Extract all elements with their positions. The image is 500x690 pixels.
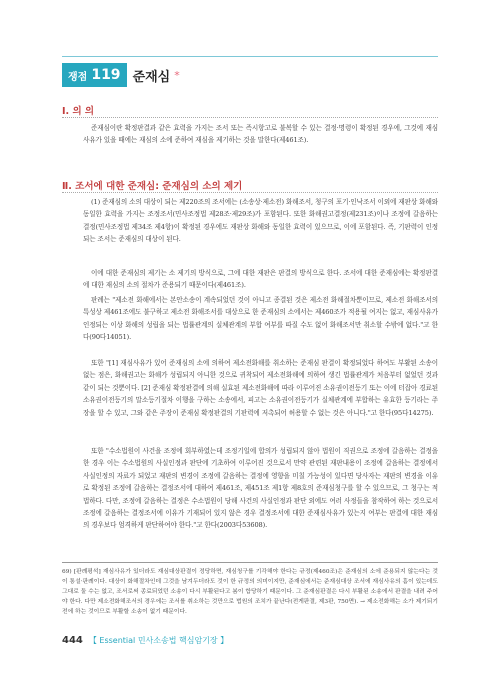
header-rule [62,56,438,57]
issue-header [62,63,442,87]
section-2-paragraph-5: 또한 "수소법원이 사건을 조정에 회부하였는데 조정기일에 합의가 성립되지 않아 법원이 직권으로 조정에 갈음하는 결정을 한 경우 이는 수소법원의 사실인정과 판단에 기초하여 이루어진 것으로서 만약 관련된 재판내용이 조정에 갈음하는 결정에서 사실인정의 자료가 되었고 재판의 변경이 조정에 갈음하는 결정에 영향을 미칠 가능성이 있다면 당사자는 재판의 변경을 이유로 확정된 조정에 갈음하는 결정조서에 대하여 제461조, 제451조 제1항 제8호의 준재심청구를 할 수 있으므로, 그 청구는 적법하다. 다만, 조정에 갈음하는 결정은 수소법원이 당해 사건의 사실인정과 판단 외에도 여러 사정들을 참작하여 하는 것으로서 조정에 갈음하는 결정조서에 이유가 기재되어 있지 않은 경우 결정조서에 대한 준재심사유가 있는지 여부는 판결에 대한 재심의 경우보다 엄격하게 판단하여야 한다."고 한다(2003다53608). [83,447,438,530]
section-2-paragraph-1: (1) 준재심의 소의 대상이 되는 제220조의 조서에는 (소송상·제소전) 화해조서, 청구의 포기·인낙조서 이외에 재판상 화해와 동일한 효력을 가지는 조정조서(민사조정법 제28조·제29조)가 포함된다. 또한 화해권고결정(제231조)이나 조정에 갈음하는 결정(민사조정법 제34조 제4항)이 확정된 경우에도 재판상 화해와 동일한 효력이 있으므로, 이에 포함된다. 즉, 기판력이 인정되는 조서는 준재심의 대상이 된다. [83,198,438,244]
section-2-rule [62,192,438,193]
issue-tag-label: 쟁점 [68,71,88,83]
section-2-paragraph-4: 또한 "[1] 재심사유가 있어 준재심의 소에 의하여 제소전화해를 취소하는 준재심 판결이 확정되었다 하여도 부활된 소송이 없는 점은, 화해권고는 화해가 성립되지 아니한 것으로 귀착되어 제소전화해에 의하여 생긴 법률관계가 처음부터 없었던 것과 같이 되는 것뿐이다. [2] 준재심 확정판결에 의해 실효된 제소전화해에 따라 이루어진 소유권이전등기 또는 이에 터잡아 경료된 소유권이전등기의 말소등기절차 이행을 구하는 소송에서, 피고는 소유권이전등기가 실체관계에 부합하는 유효한 등기라는 주장을 할 수 있고, 그와 같은 주장이 준재심 확정판결의 기판력에 저촉되어 허용할 수 없는 것은 아니다."고 한다(95다14275). [83,359,438,417]
page-footer [62,635,228,646]
issue-number: 119 [91,67,121,83]
page-number: 444 [62,635,83,646]
section-2-paragraph-2: 이에 대한 준재심의 제기는 소 제기의 방식으로, 그에 대한 재판은 판결의 방식으로 한다. 조서에 대한 준재심에는 확정판결에 대한 재심의 소의 절차가 준용되기 때문이다(제461조). [83,269,438,290]
footnote-rule [62,562,438,563]
importance-star: * [174,68,180,82]
section-1-paragraph: 준재심이란 확정판결과 같은 효력을 가지는 조서 또는 즉시항고로 불복할 수 있는 결정·명령이 확정된 경우에, 그것에 재심사유가 있을 때에는 재심의 소에 준하여 재심을 제기하는 것을 말한다(제461조). [83,124,438,145]
section-2-heading: Ⅱ. 조서에 대한 준재심: 준재심의 소의 제기 [62,181,243,192]
section-1-heading: Ⅰ. 의 의 [62,106,95,117]
book-title: 【 Essential 민사소송법 핵심암기장 】 [88,636,229,645]
section-1-rule [62,117,438,118]
issue-title: 준재심 [132,69,171,85]
section-2-paragraph-3: 판례는 "제소전 화해에서는 본안소송이 계속되었던 것이 아니고 종결된 것은 제소전 화해절차뿐이므로, 제소전 화해조서의 특성상 제461조에도 불구하고 제소전 화해조서를 대상으로 한 준재심의 소에서는 제460조가 적용될 여지는 없고, 재심사유가 인정되는 이상 화해의 성립을 되는 법률관계의 실체관계의 부합 여부를 따질 수도 없어 화해조서만 취소할 수밖에 없다."고 한다(90다14051). [83,296,438,342]
footnote: 69) [판례평석] 재심사유가 있더라도 재심대상판결이 정당하면, 재심청구를 기각해야 한다는 규정(제460조)은 준재심의 소에 준용되지 않는다는 것이 통설·판례이다. 대상이 화해절차인데 그것을 남겨두더라도 것이 한 규정의 의미이지만, 준재심에서는 준재심대상 조서에 재심사유의 흠이 있는데도 그대로 둘 수는 없고, 조서로써 종료되었던 소송이 다시 부활된다고 봄이 합당하기 때문이다. 그 준재심판결은 다시 부활된 소송에서 판결을 내려 주어야 한다. 다만 제소전화해조서의 경우에는 조서를 취소하는 것만으로 법원의 조치가 끝난다(전게판결, 제3판, 750면). → 제소전화해는 소가 제기되기 전에 하는 것이므로 부활할 소송이 없기 때문이다. [62,569,438,615]
issue-tag [62,63,127,87]
